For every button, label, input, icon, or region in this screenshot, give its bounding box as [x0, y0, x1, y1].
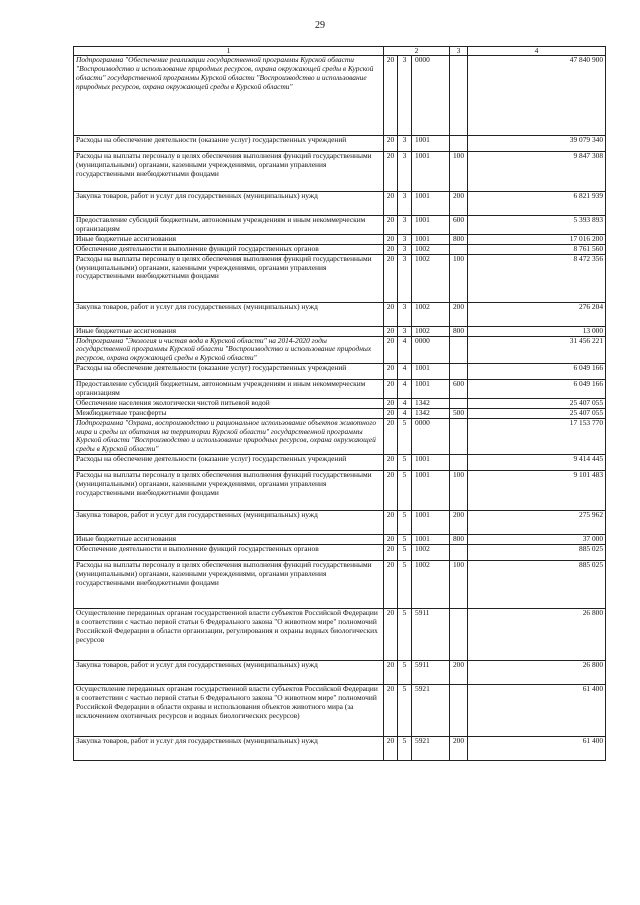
row-sp-code: 3 [398, 234, 412, 244]
row-vr-code: 800 [450, 326, 468, 336]
table-row [74, 561, 606, 609]
row-amount: 275 962 [468, 511, 606, 535]
row-vr-code [450, 685, 468, 737]
row-vr-code: 500 [450, 408, 468, 418]
row-sp-code: 5 [398, 737, 412, 761]
row-amount: 885 025 [468, 561, 606, 609]
row-gp-code: 20 [384, 152, 398, 192]
row-gp-code: 20 [384, 661, 398, 685]
row-cs-code: 1001 [412, 192, 450, 216]
row-amount: 26 800 [468, 609, 606, 661]
row-gp-code: 20 [384, 535, 398, 545]
row-cs-code: 1001 [412, 380, 450, 399]
table-row [74, 380, 606, 399]
row-vr-code: 800 [450, 234, 468, 244]
row-amount: 25 407 055 [468, 408, 606, 418]
row-sp-code: 4 [398, 336, 412, 364]
row-gp-code: 20 [384, 192, 398, 216]
row-amount: 6 821 939 [468, 192, 606, 216]
row-vr-code [450, 364, 468, 380]
header-vr: 3 [450, 47, 468, 56]
row-gp-code: 20 [384, 471, 398, 511]
row-amount: 31 456 221 [468, 336, 606, 364]
table-row [74, 254, 606, 302]
row-vr-code: 200 [450, 192, 468, 216]
row-vr-code [450, 398, 468, 408]
row-sp-code: 5 [398, 561, 412, 609]
row-sp-code: 3 [398, 56, 412, 136]
row-vr-code: 200 [450, 302, 468, 326]
row-vr-code: 100 [450, 254, 468, 302]
row-cs-code: 5921 [412, 685, 450, 737]
row-sp-code: 5 [398, 471, 412, 511]
row-amount: 47 840 900 [468, 56, 606, 136]
row-cs-code: 1342 [412, 408, 450, 418]
row-vr-code [450, 455, 468, 471]
row-vr-code: 600 [450, 216, 468, 235]
row-amount: 61 400 [468, 737, 606, 761]
table-row [74, 418, 606, 455]
table-row [74, 244, 606, 254]
table-row [74, 471, 606, 511]
row-amount: 17 016 200 [468, 234, 606, 244]
table-row [74, 408, 606, 418]
row-sp-code: 3 [398, 136, 412, 152]
row-cs-code: 1001 [412, 136, 450, 152]
row-cs-code: 5911 [412, 609, 450, 661]
row-cs-code: 1001 [412, 216, 450, 235]
row-sp-code: 5 [398, 545, 412, 561]
table-row [74, 234, 606, 244]
row-vr-code: 200 [450, 661, 468, 685]
row-vr-code [450, 418, 468, 455]
row-amount: 9 414 445 [468, 455, 606, 471]
row-name: Обеспечение деятельности и выполнение функций государственных органов [74, 545, 384, 561]
table-row [74, 136, 606, 152]
row-amount: 9 101 483 [468, 471, 606, 511]
row-cs-code: 5911 [412, 661, 450, 685]
row-sp-code: 5 [398, 609, 412, 661]
row-sp-code: 4 [398, 380, 412, 399]
row-name: Обеспечение деятельности и выполнение функций государственных органов [74, 244, 384, 254]
table-body [74, 56, 606, 761]
row-cs-code: 1002 [412, 254, 450, 302]
row-name: Расходы на выплаты персоналу в целях обеспечения выполнения функций государственными (муниципальными) органами, казенными учреждениями, органами управления государственными внебюджетными фондами [74, 254, 384, 302]
row-sp-code: 5 [398, 685, 412, 737]
row-gp-code: 20 [384, 326, 398, 336]
page-number: 29 [315, 20, 325, 31]
row-cs-code: 1001 [412, 535, 450, 545]
table-row [74, 56, 606, 136]
row-sp-code: 3 [398, 302, 412, 326]
row-name: Закупка товаров, работ и услуг для государственных (муниципальных) нужд [74, 511, 384, 535]
row-vr-code [450, 609, 468, 661]
row-vr-code: 100 [450, 152, 468, 192]
row-vr-code [450, 244, 468, 254]
row-vr-code: 600 [450, 380, 468, 399]
row-name: Иные бюджетные ассигнования [74, 326, 384, 336]
table-header-row [74, 47, 606, 56]
row-amount: 17 153 770 [468, 418, 606, 455]
row-vr-code: 200 [450, 511, 468, 535]
row-gp-code: 20 [384, 408, 398, 418]
row-amount: 276 204 [468, 302, 606, 326]
row-gp-code: 20 [384, 136, 398, 152]
row-cs-code: 1001 [412, 511, 450, 535]
row-gp-code: 20 [384, 455, 398, 471]
row-gp-code: 20 [384, 609, 398, 661]
row-gp-code: 20 [384, 561, 398, 609]
table-row [74, 737, 606, 761]
row-name: Расходы на обеспечение деятельности (оказание услуг) государственных учреждений [74, 136, 384, 152]
row-cs-code: 0000 [412, 56, 450, 136]
row-name: Закупка товаров, работ и услуг для государственных (муниципальных) нужд [74, 192, 384, 216]
row-vr-code: 800 [450, 535, 468, 545]
row-name: Закупка товаров, работ и услуг для государственных (муниципальных) нужд [74, 661, 384, 685]
row-gp-code: 20 [384, 380, 398, 399]
row-amount: 6 049 166 [468, 380, 606, 399]
row-name: Подпрограмма "Охрана, воспроизводство и рациональное использование объектов животного мира и среды их обитания на территории Курской области" государственной программы Курской области "Воспроизводство и использование природных ресурсов, охрана окружающей среды в Курской области" [74, 418, 384, 455]
row-name: Подпрограмма "Обеспечение реализации государственной программы Курской области "Воспроизводство и использование природных ресурсов, охрана окружающей среды в Курской области" государственной программы Курской области "Воспроизводство и использование природных ресурсов, охрана окружающей среды в Курской области" [74, 56, 384, 136]
table-row [74, 545, 606, 561]
row-sp-code: 4 [398, 364, 412, 380]
row-name: Расходы на выплаты персоналу в целях обеспечения выполнения функций государственными (муниципальными) органами, казенными учреждениями, органами управления государственными внебюджетными фондами [74, 561, 384, 609]
table-row [74, 398, 606, 408]
row-sp-code: 4 [398, 398, 412, 408]
table-row [74, 302, 606, 326]
row-name: Иные бюджетные ассигнования [74, 234, 384, 244]
row-vr-code: 100 [450, 561, 468, 609]
row-amount: 61 400 [468, 685, 606, 737]
row-name: Осуществление переданных органам государственной власти субъектов Российской Федерации в соответствии с частью первой статьи 6 Федерального закона "О животном мире" полномочий Российской Федерации в области организации, регулирования и охраны водных биологических ресурсов [74, 609, 384, 661]
table-row [74, 336, 606, 364]
row-vr-code [450, 545, 468, 561]
header-code: 2 [384, 47, 450, 56]
row-sp-code: 4 [398, 408, 412, 418]
table-row [74, 192, 606, 216]
row-vr-code [450, 336, 468, 364]
row-cs-code: 1001 [412, 471, 450, 511]
table-row [74, 609, 606, 661]
row-cs-code: 1002 [412, 302, 450, 326]
row-amount: 25 407 055 [468, 398, 606, 408]
row-cs-code: 1002 [412, 561, 450, 609]
header-amount: 4 [468, 47, 606, 56]
row-amount: 6 049 166 [468, 364, 606, 380]
row-vr-code: 100 [450, 471, 468, 511]
row-sp-code: 5 [398, 535, 412, 545]
table-row [74, 216, 606, 235]
row-amount: 8 472 356 [468, 254, 606, 302]
row-cs-code: 1002 [412, 326, 450, 336]
row-gp-code: 20 [384, 254, 398, 302]
row-name: Закупка товаров, работ и услуг для государственных (муниципальных) нужд [74, 302, 384, 326]
row-name: Предоставление субсидий бюджетным, автономным учреждениям и иным некоммерческим организациям [74, 216, 384, 235]
row-sp-code: 3 [398, 254, 412, 302]
row-amount: 8 761 560 [468, 244, 606, 254]
row-gp-code: 20 [384, 737, 398, 761]
table-row [74, 661, 606, 685]
row-name: Иные бюджетные ассигнования [74, 535, 384, 545]
row-gp-code: 20 [384, 685, 398, 737]
row-name: Обеспечение населения экологически чистой питьевой водой [74, 398, 384, 408]
row-gp-code: 20 [384, 511, 398, 535]
row-sp-code: 5 [398, 418, 412, 455]
row-vr-code: 200 [450, 737, 468, 761]
row-gp-code: 20 [384, 418, 398, 455]
row-amount: 13 000 [468, 326, 606, 336]
row-name: Осуществление переданных органам государственной власти субъектов Российской Федерации в соответствии с частью первой статьи 6 Федерального закона "О животном мире" полномочий Российской Федерации в области охраны и использования объектов животного мира (за исключением охотничьих ресурсов и водных биологических ресурсов) [74, 685, 384, 737]
row-cs-code: 1001 [412, 364, 450, 380]
row-gp-code: 20 [384, 336, 398, 364]
row-cs-code: 5921 [412, 737, 450, 761]
table-row [74, 685, 606, 737]
row-vr-code [450, 136, 468, 152]
row-gp-code: 20 [384, 302, 398, 326]
row-cs-code: 1342 [412, 398, 450, 408]
row-amount: 26 800 [468, 661, 606, 685]
row-amount: 885 025 [468, 545, 606, 561]
row-name: Расходы на выплаты персоналу в целях обеспечения выполнения функций государственными (муниципальными) органами, казенными учреждениями, органами управления государственными внебюджетными фондами [74, 471, 384, 511]
row-cs-code: 1002 [412, 244, 450, 254]
row-sp-code: 5 [398, 511, 412, 535]
table-row [74, 535, 606, 545]
header-name: 1 [74, 47, 384, 56]
row-gp-code: 20 [384, 398, 398, 408]
row-name: Расходы на обеспечение деятельности (оказание услуг) государственных учреждений [74, 455, 384, 471]
table-row [74, 455, 606, 471]
row-sp-code: 3 [398, 326, 412, 336]
row-gp-code: 20 [384, 244, 398, 254]
budget-table [73, 46, 606, 761]
row-amount: 37 000 [468, 535, 606, 545]
row-name: Расходы на выплаты персоналу в целях обеспечения выполнения функций государственными (муниципальными) органами, казенными учреждениями, органами управления государственными внебюджетными фондами [74, 152, 384, 192]
row-sp-code: 5 [398, 661, 412, 685]
row-gp-code: 20 [384, 364, 398, 380]
table-row [74, 152, 606, 192]
table-row [74, 326, 606, 336]
row-cs-code: 0000 [412, 336, 450, 364]
row-name: Подпрограмма "Экология и чистая вода в Курской области" на 2014-2020 годы государственной программы Курской области "Воспроизводство и использование природных ресурсов, охрана окружающей среды в Курской области" [74, 336, 384, 364]
row-amount: 39 079 340 [468, 136, 606, 152]
row-sp-code: 3 [398, 216, 412, 235]
row-sp-code: 3 [398, 244, 412, 254]
row-gp-code: 20 [384, 216, 398, 235]
row-gp-code: 20 [384, 56, 398, 136]
row-cs-code: 1001 [412, 152, 450, 192]
row-amount: 9 847 308 [468, 152, 606, 192]
table-row [74, 511, 606, 535]
row-sp-code: 3 [398, 152, 412, 192]
row-gp-code: 20 [384, 234, 398, 244]
table-row [74, 364, 606, 380]
row-cs-code: 1001 [412, 234, 450, 244]
row-sp-code: 5 [398, 455, 412, 471]
row-cs-code: 1001 [412, 455, 450, 471]
row-cs-code: 1002 [412, 545, 450, 561]
row-name: Межбюджетные трансферты [74, 408, 384, 418]
row-name: Предоставление субсидий бюджетным, автономным учреждениям и иным некоммерческим организациям [74, 380, 384, 399]
row-gp-code: 20 [384, 545, 398, 561]
row-name: Закупка товаров, работ и услуг для государственных (муниципальных) нужд [74, 737, 384, 761]
row-sp-code: 3 [398, 192, 412, 216]
row-vr-code [450, 56, 468, 136]
row-name: Расходы на обеспечение деятельности (оказание услуг) государственных учреждений [74, 364, 384, 380]
row-amount: 5 393 893 [468, 216, 606, 235]
row-cs-code: 0000 [412, 418, 450, 455]
